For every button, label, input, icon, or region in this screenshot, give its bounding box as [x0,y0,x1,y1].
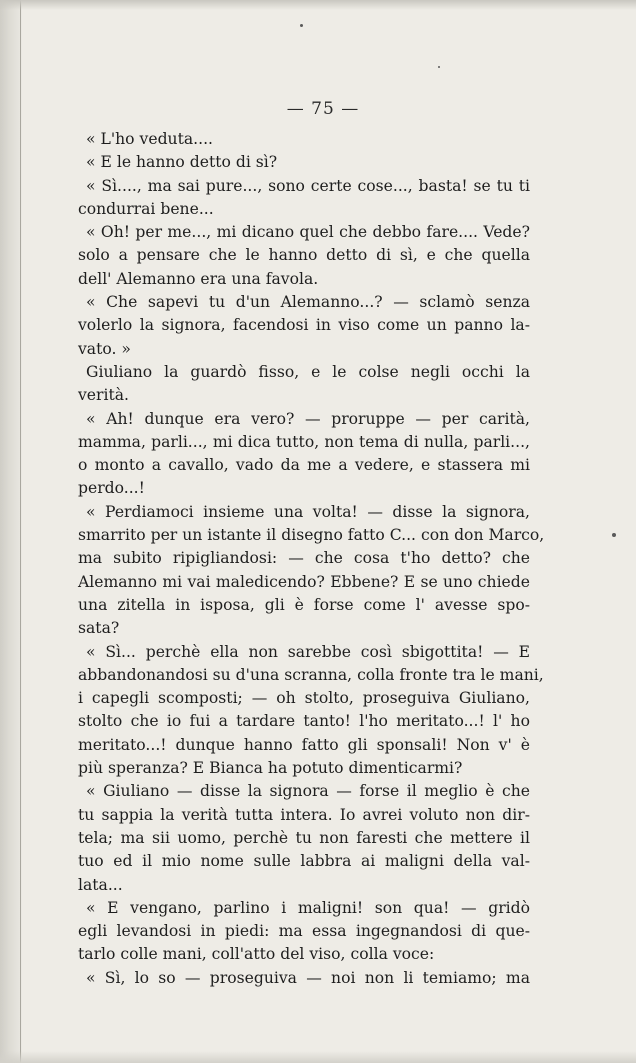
text-line: egli levandosi in piedi: ma essa ingegnandosi di que- [78,922,530,941]
text-line: Alemanno mi vai maledicendo? Ebbene? E se uno chiede [78,572,530,591]
text-line: « Giuliano — disse la signora — forse il meglio è che [86,782,530,801]
text-line: dell' Alemanno era una favola. [78,269,319,288]
page-number: — 75 — [286,99,360,119]
text-line: « Sì, lo so — proseguiva — noi non li temiamo; ma [86,968,530,987]
text-line: tuo ed il mio nome sulle labbra ai maligni della val- [78,852,530,871]
text-line: mamma, parli..., mi dica tutto, non tema di nulla, parli..., [78,432,530,451]
text-line: o monto a cavallo, vado da me a vedere, e stassera mi [78,456,530,475]
text-line: tela; ma sii uomo, perchè tu non faresti che mettere il [78,828,530,847]
text-line: stolto che io fui a tardare tanto! l'ho meritato...! l' ho [78,712,530,731]
text-line: « Sì... perchè ella non sarebbe così sbigottita! — E [86,642,530,661]
text-line: lata... [78,875,123,894]
text-line: « Ah! dunque era vero? — proruppe — per carità, [86,409,530,428]
body-text [78,128,545,990]
top-scan-shadow [0,0,636,10]
text-line: « Che sapevi tu d'un Alemanno...? — sclamò senza [86,293,530,312]
ink-speck [300,24,303,27]
text-line: condurrai bene... [78,199,214,218]
bottom-scan-shadow [0,1051,636,1063]
text-line: meritato...! dunque hanno fatto gli sponsali! Non v' è [78,735,530,754]
text-line: sata? [78,619,120,638]
text-line: tarlo colle mani, coll'atto del viso, colla voce: [78,945,435,964]
page-edge-line [20,0,21,1063]
text-line: « E vengano, parlino i maligni! son qua! — gridò [86,898,530,917]
text-line: volerlo la signora, facendosi in viso come un panno la- [78,316,530,335]
page-binding-edge [0,0,22,1063]
text-line: Giuliano la guardò fisso, e le colse negli occhi la [86,362,530,381]
text-line: abbandonandosi su d'una scranna, colla fronte tra le mani, [78,665,544,684]
text-line: tu sappia la verità tutta intera. Io avrei voluto non dir- [78,805,530,824]
text-line: « Oh! per me..., mi dicano quel che debbo fare.... Vede? [86,223,530,242]
text-line: una zitella in isposa, gli è forse come l' avesse spo- [78,595,530,614]
text-line: smarrito per un istante il disegno fatto C... con don Marco, [78,526,545,545]
text-line: « L'ho veduta.... [86,130,213,148]
text-line: solo a pensare che le hanno detto di sì, e che quella [78,246,530,265]
ink-speck [612,533,616,537]
text-line: « E le hanno detto di sì? [86,153,278,172]
text-line: i capegli scomposti; — oh stolto, proseguiva Giuliano, [78,689,530,708]
ink-speck [438,66,440,68]
text-line: perdo...! [78,479,145,498]
text-line: più speranza? E Bianca ha potuto dimenticarmi? [78,759,463,778]
text-line: « Sì...., ma sai pure..., sono certe cose..., basta! se tu ti [86,176,530,195]
text-line: ma subito ripigliandosi: — che cosa t'ho detto? che [78,549,530,568]
text-line: verità. [78,386,129,405]
text-line: vato. » [78,339,131,358]
text-line: « Perdiamoci insieme una volta! — disse la signora, [86,502,530,521]
